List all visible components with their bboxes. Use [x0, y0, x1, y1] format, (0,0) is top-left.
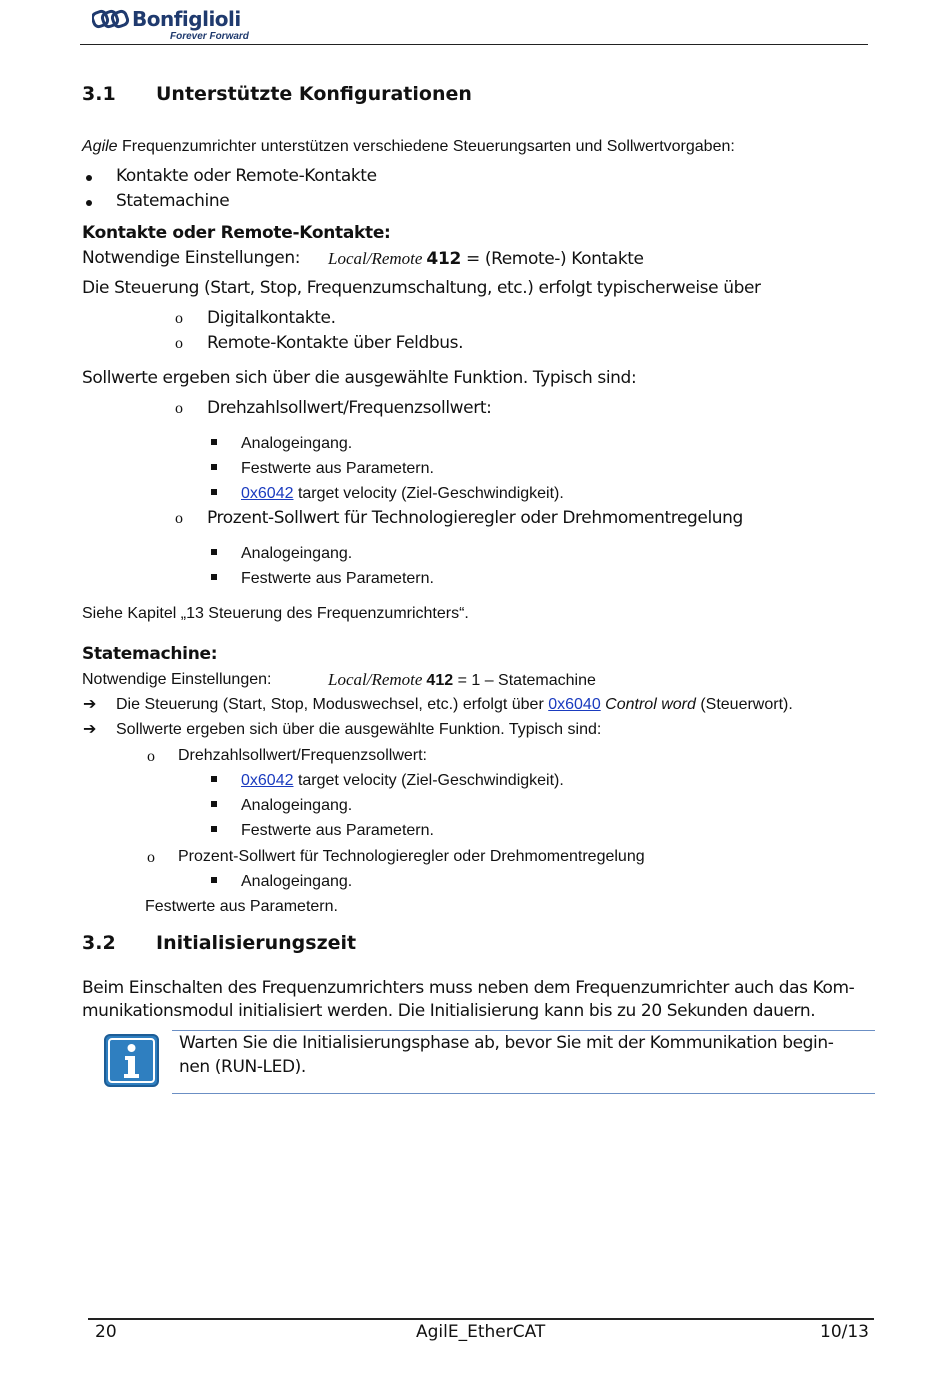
- square-bullet-icon: [211, 826, 217, 832]
- header-rule: [80, 44, 868, 45]
- brand-name: Bonfiglioli: [132, 7, 241, 31]
- square-bullet-icon: [211, 776, 217, 782]
- statemachine-param: [328, 670, 596, 690]
- setpoint-line: Sollwerte ergeben sich über die ausgewählte Funktion. Typisch sind:: [82, 368, 637, 388]
- bonfiglioli-logo: [92, 6, 262, 46]
- bullet-dot-icon: [86, 175, 92, 181]
- param-number: 412: [426, 249, 462, 269]
- list-item: Drehzahlsollwert/Frequenzsollwert:: [207, 398, 492, 418]
- arrow-right-icon: ➔: [83, 694, 97, 713]
- text: Die Steuerung (Start, Stop, Moduswechsel, etc.) erfolgt über: [116, 696, 549, 713]
- link-description: target velocity (Ziel-Geschwindigkeit).: [293, 772, 564, 789]
- circle-bullet-icon: o: [175, 310, 183, 327]
- arrow-item-control: [116, 696, 793, 714]
- settings-label: Notwendige Einstellungen:: [82, 248, 301, 268]
- list-item: Analogeingang.: [241, 873, 353, 890]
- kontakte-heading: Kontakte oder Remote-Kontakte:: [82, 223, 391, 243]
- square-bullet-icon: [211, 489, 217, 495]
- arrow-item-setpoint: Sollwerte ergeben sich über die ausgewählte Funktion. Typisch sind:: [116, 721, 602, 738]
- square-bullet-icon: [211, 464, 217, 470]
- arrow-right-icon: ➔: [83, 719, 97, 738]
- bullet-dot-icon: [86, 200, 92, 206]
- document-date: 10/13: [820, 1322, 869, 1342]
- list-item: Digitalkontakte.: [207, 308, 336, 328]
- param-value: = 1 – Statemachine: [453, 672, 596, 689]
- object-link-0x6042[interactable]: 0x6042: [241, 772, 294, 789]
- square-bullet-icon: [211, 439, 217, 445]
- list-item: Statemachine: [116, 191, 230, 211]
- intro-text: Frequenzumrichter unterstützen verschiedene Steuerungsarten und Sollwertvorgaben:: [117, 138, 735, 155]
- section-number: 3.2: [82, 932, 116, 954]
- intro-paragraph: [82, 138, 735, 156]
- statemachine-heading: Statemachine:: [82, 644, 218, 664]
- param-value: = (Remote-) Kontakte: [461, 249, 644, 269]
- param-number: 412: [426, 672, 454, 689]
- list-item: Prozent-Sollwert für Technologieregler oder Drehmomentregelung: [178, 848, 645, 865]
- list-item: Remote-Kontakte über Feldbus.: [207, 333, 464, 353]
- section-heading-3-1: [82, 83, 472, 105]
- see-chapter-reference: Siehe Kapitel „13 Steuerung des Frequenzumrichters“.: [82, 605, 469, 622]
- circle-bullet-icon: o: [147, 849, 155, 866]
- trailing-text: Festwerte aus Parametern.: [145, 898, 338, 915]
- object-link-0x6040[interactable]: 0x6040: [548, 696, 601, 713]
- page-number: 20: [95, 1322, 117, 1342]
- list-item: Kontakte oder Remote-Kontakte: [116, 166, 377, 186]
- link-description: target velocity (Ziel-Geschwindigkeit).: [293, 485, 564, 502]
- object-link-0x6042[interactable]: 0x6042: [241, 485, 294, 502]
- circle-bullet-icon: o: [175, 335, 183, 352]
- list-item: Drehzahlsollwert/Frequenzsollwert:: [178, 747, 427, 764]
- kontakte-param: [328, 249, 644, 269]
- control-line: Die Steuerung (Start, Stop, Frequenzumschaltung, etc.) erfolgt typischerweise über: [82, 278, 761, 298]
- list-item: Festwerte aus Parametern.: [241, 822, 434, 839]
- text: (Steuerwort).: [695, 696, 793, 713]
- note-box: [172, 1030, 875, 1094]
- square-bullet-icon: [211, 801, 217, 807]
- section-heading-3-2: [82, 932, 356, 954]
- list-item: [241, 485, 564, 503]
- kontakte-settings-line: [82, 248, 300, 268]
- circle-bullet-icon: o: [147, 748, 155, 765]
- square-bullet-icon: [211, 549, 217, 555]
- list-item: Analogeingang.: [241, 545, 353, 562]
- brand-tagline: Forever Forward: [170, 31, 249, 42]
- document-name: AgilE_EtherCAT: [416, 1322, 546, 1342]
- control-word-emphasis: Control word: [605, 696, 696, 713]
- circle-bullet-icon: o: [175, 400, 183, 417]
- list-item: Festwerte aus Parametern.: [241, 570, 434, 587]
- square-bullet-icon: [211, 574, 217, 580]
- info-icon: [104, 1034, 159, 1087]
- circle-bullet-icon: o: [175, 510, 183, 527]
- settings-label: Notwendige Einstellungen:: [82, 671, 272, 688]
- init-paragraph-line-2: munikationsmodul initialisiert werden. Die Initialisierung kann bis zu 20 Sekunden dauern.: [82, 1001, 816, 1021]
- agile-emphasis: Agile: [82, 138, 118, 155]
- list-item: Analogeingang.: [241, 797, 353, 814]
- note-line-2: nen (RUN-LED).: [179, 1057, 306, 1077]
- section-number: 3.1: [82, 83, 116, 105]
- note-line-1: Warten Sie die Initialisierungsphase ab, bevor Sie mit der Kommunikation begin-: [179, 1033, 834, 1053]
- param-name: Local/Remote: [328, 670, 423, 689]
- footer-rule: [88, 1318, 874, 1320]
- section-title: Initialisierungszeit: [156, 932, 357, 954]
- list-item: Festwerte aus Parametern.: [241, 460, 434, 477]
- init-paragraph-line-1: Beim Einschalten des Frequenzumrichters muss neben dem Frequenzumrichter auch das Kom-: [82, 978, 855, 998]
- param-name: Local/Remote: [328, 249, 423, 268]
- list-item: Analogeingang.: [241, 435, 353, 452]
- section-title: Unterstützte Konfigurationen: [156, 83, 472, 105]
- list-item: Prozent-Sollwert für Technologieregler oder Drehmomentregelung: [207, 508, 743, 528]
- square-bullet-icon: [211, 877, 217, 883]
- list-item: [241, 772, 564, 790]
